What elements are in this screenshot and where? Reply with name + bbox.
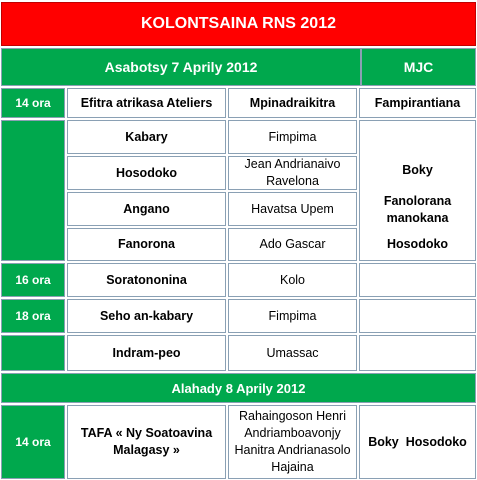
time-14-ora: 14 ora — [1, 88, 65, 118]
day1-header: Asabotsy 7 Aprily 2012 — [1, 48, 361, 86]
exhibition-empty-1 — [359, 263, 476, 297]
time-block-empty — [1, 120, 65, 261]
activity-kabary: Kabary — [67, 120, 226, 154]
day2-activity-tafa: TAFA « Ny Soatoavina Malagasy » — [67, 405, 226, 479]
col-header-mpinadraikitra: Mpinadraikitra — [228, 88, 357, 118]
day1-venue: MJC — [361, 48, 476, 86]
responsible-soratononina: Kolo — [228, 263, 357, 297]
time-empty — [1, 335, 65, 371]
col-header-ateliers: Efitra atrikasa Ateliers — [67, 88, 226, 118]
activity-soratononina: Soratononina — [67, 263, 226, 297]
exhibition-fanolorana: Fanolorana manokana — [383, 194, 452, 225]
responsible-angano: Havatsa Upem — [228, 192, 357, 226]
responsible-hosodoko: Jean Andrianaivo Ravelona — [228, 156, 357, 190]
responsible-seho-an-kabary: Fimpima — [228, 299, 357, 333]
activity-fanorona: Fanorona — [67, 228, 226, 261]
col-header-fampirantiana: Fampirantiana — [359, 88, 476, 118]
activity-angano: Angano — [67, 192, 226, 226]
activity-hosodoko: Hosodoko — [67, 156, 226, 190]
exhibition-empty-3 — [359, 335, 476, 371]
day2-responsible: Rahaingoson Henri Andriamboavonjy Hanitra Andrianasolo Hajaina — [228, 405, 357, 479]
time-16-ora: 16 ora — [1, 263, 65, 297]
exhibition-hosodoko: Hosodoko — [386, 236, 449, 251]
activity-indram-peo: Indram-peo — [67, 335, 226, 371]
day2-time-14-ora: 14 ora — [1, 405, 65, 479]
schedule-sheet — [1, 2, 476, 479]
responsible-kabary: Fimpima — [228, 120, 357, 154]
day2-header: Alahady 8 Aprily 2012 — [1, 373, 476, 403]
time-18-ora: 18 ora — [1, 299, 65, 333]
activity-seho-an-kabary: Seho an-kabary — [67, 299, 226, 333]
responsible-fanorona: Ado Gascar — [228, 228, 357, 261]
exhibition-empty-2 — [359, 299, 476, 333]
day2-exhibition: Boky Hosodoko — [359, 405, 476, 479]
exhibition-boky: Boky — [402, 162, 433, 177]
page-title: KOLONTSAINA RNS 2012 — [1, 2, 476, 46]
responsible-indram-peo: Umassac — [228, 335, 357, 371]
